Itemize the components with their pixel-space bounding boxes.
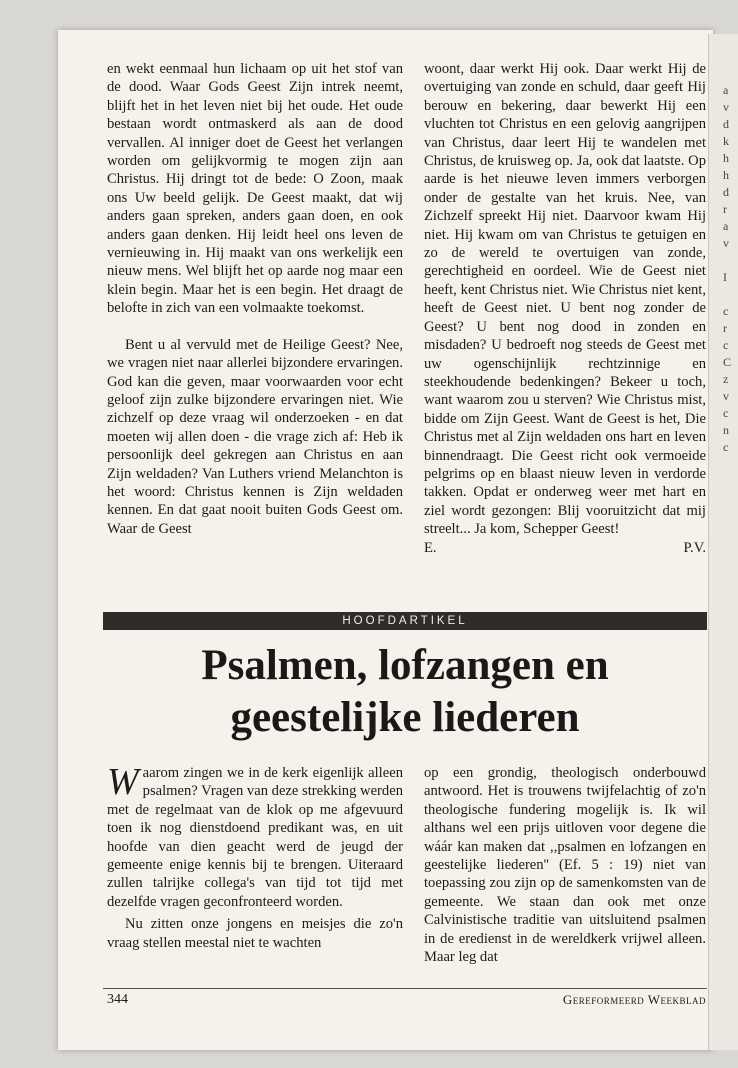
- edge-letter: c: [723, 338, 729, 352]
- edge-letter: a: [723, 219, 729, 233]
- edge-letter: h: [723, 151, 729, 165]
- edge-letter: c: [723, 406, 729, 420]
- edge-letter: d: [723, 117, 729, 131]
- edge-letter: h: [723, 168, 729, 182]
- edge-letter: C: [723, 355, 732, 369]
- edge-letter: k: [723, 134, 729, 148]
- paragraph: Bent u al vervuld met de Heilige Geest? Nee, we vragen niet naar allerlei bijzondere ervaringen. God kan die geven, maar voorwaarden voor echt geloof zijn zulke bijzondere ervaringen niet. Wie zichzelf op deze vraag wil onderzoeken - en dat moeten wij allen doen - die vrage zich af: Heb ik persoonlijk deel gekregen aan Christus en aan Zijn weldaden? Van Luthers vriend Melanchton is het woord: Christus kennen is Zijn weldaden kennen. En dat gaat nooit buiten Gods Geest om. Waar de Geest: [107, 336, 403, 537]
- edge-letter: a: [723, 83, 729, 97]
- paragraph: en wekt eenmaal hun lichaam op uit het stof van de dood. Waar Gods Geest Zijn intrek neemt, blijft het in het leven niet bij het oude. Het oude bestaan wordt ontmaskerd als aan de dood vervallen. Al inniger doet de Geest het verlangen worden om gelijkvormig te mogen zijn aan Christus. Hij dringt tot de bede: O Zoon, maak ons Uw beeld gelijk. De Geest maakt, dat wij anders gaan spreken, anders gaan doen, en ook anders gaan denken. Hij leidt heel ons leven de vernieuwing in. Hij maakt van ons werkelijk een nieuw mens. Wel blijft het op aarde nog maar een klein begin. Maar het is een begin. Het draagt de belofte in zich van een volmaakte toekomst.: [107, 61, 403, 317]
- article-right-column: [424, 764, 706, 966]
- edge-letter: v: [723, 236, 729, 250]
- article-headline: [103, 640, 707, 744]
- page-number: 344: [107, 992, 128, 1007]
- next-page-edge: [708, 34, 738, 1050]
- article-paragraph: Nu zitten onze jongens en meisjes die zo'n vraag stellen meestal niet te wachten: [107, 916, 403, 951]
- drop-cap: W: [107, 761, 139, 803]
- edge-letter: n: [723, 423, 729, 437]
- paragraph-text: aarom zingen we in de kerk eigenlijk alleen psalmen? Vragen van deze strekking werden met de regelmaat van de klok op me afgevuurd toen ik nog dienstdoend predikant was, en uit hoofde van dien geacht werd de jeugd der gemeente enige kennis bij te brengen. Uiteraard zullen talrijke collega's van tijd tot tijd met dezelfde vragen geconfronteerd worden.: [107, 765, 403, 910]
- article-left-column: [107, 761, 403, 952]
- paragraph: woont, daar werkt Hij ook. Daar werkt Hij de overtuiging van zonde en schuld, daar geeft Hij berouw en bekering, daar bewerkt Hij een vluchten tot Christus en een gelovig aangrijpen van Christus, daar leert Hij te wandelen met Christus, de kruisweg op. Ja, ook dat laatste. Op aarde is het nieuwe leven immers verborgen onder de gestalte van het kruis. Nee, van Zichzelf spreekt Hij niet. Daarvoor kwam Hij niet. Hij kwam om van Christus te getuigen en zo de wereld te overtuigen van zonde, gerechtigheid en oordeel. Wie de Geest niet heeft, kent Christus niet. Wie Christus niet kent, heeft de Geest niet. U bent nog zonder de Geest? U bent nog dood in zonden en misdaden? U bedroeft nog steeds de Geest met uw ogenschijnlijk rechtzinnige en steekhoudende bedenkingen? Bekeer u toch, want waarom zou u sterven? Wie Christus mist, bidde om Zijn Geest. Want de Geest is het, Die Christus met al Zijn weldaden ons hart en leven binnendraagt. Die Geest richt ook vermoeide pelgrims op en blaast nieuw leven in verdorde takken. Opdat er onderweg weer met hart en ziel wordt gezongen: Blij vooruitzicht dat mij streelt... Ja kom, Schepper Geest!: [424, 61, 706, 538]
- edge-letter: d: [723, 185, 729, 199]
- article-paragraph: [107, 761, 403, 911]
- footer-rule: [103, 988, 707, 989]
- headline-line: Psalmen, lofzangen en: [201, 642, 609, 689]
- headline-line: geestelijke liederen: [230, 694, 580, 741]
- journal-name: Gereformeerd Weekblad: [562, 992, 706, 1007]
- right-column: [424, 60, 706, 557]
- edge-letter: r: [723, 321, 727, 335]
- edge-letter: [709, 286, 738, 303]
- edge-letter: I: [723, 270, 727, 284]
- section-banner: HOOFDARTIKEL: [103, 612, 707, 630]
- edge-letter: r: [723, 202, 727, 216]
- edge-letter: v: [723, 389, 729, 403]
- signature-initial: E.: [424, 539, 437, 556]
- edge-letter: [709, 252, 738, 269]
- left-column: [107, 60, 403, 538]
- signature-author: P.V.: [683, 539, 706, 556]
- edge-letter: v: [723, 100, 729, 114]
- signature-line: [424, 539, 706, 557]
- edge-letter: z: [723, 372, 729, 386]
- edge-letter: c: [723, 440, 729, 454]
- edge-letter: c: [723, 304, 729, 318]
- article-paragraph: op een grondig, theologisch onderbouwd antwoord. Het is trouwens twijfelachtig of zo'n theologische fundering mogelijk is. Ik wil althans wel een prijs uitloven voor degene die wáár kan maken dat ,,psalmen en lofzangen en geestelijke liederen'' (Ef. 5 : 19) niet van toepassing zou zijn op de samenkomsten van de gemeente. We staan dan ook met onze Calvinistische traditie van uitsluitend psalmen in de eredienst in de wereldkerk vrijwel alleen. Maar leg dat: [424, 765, 706, 966]
